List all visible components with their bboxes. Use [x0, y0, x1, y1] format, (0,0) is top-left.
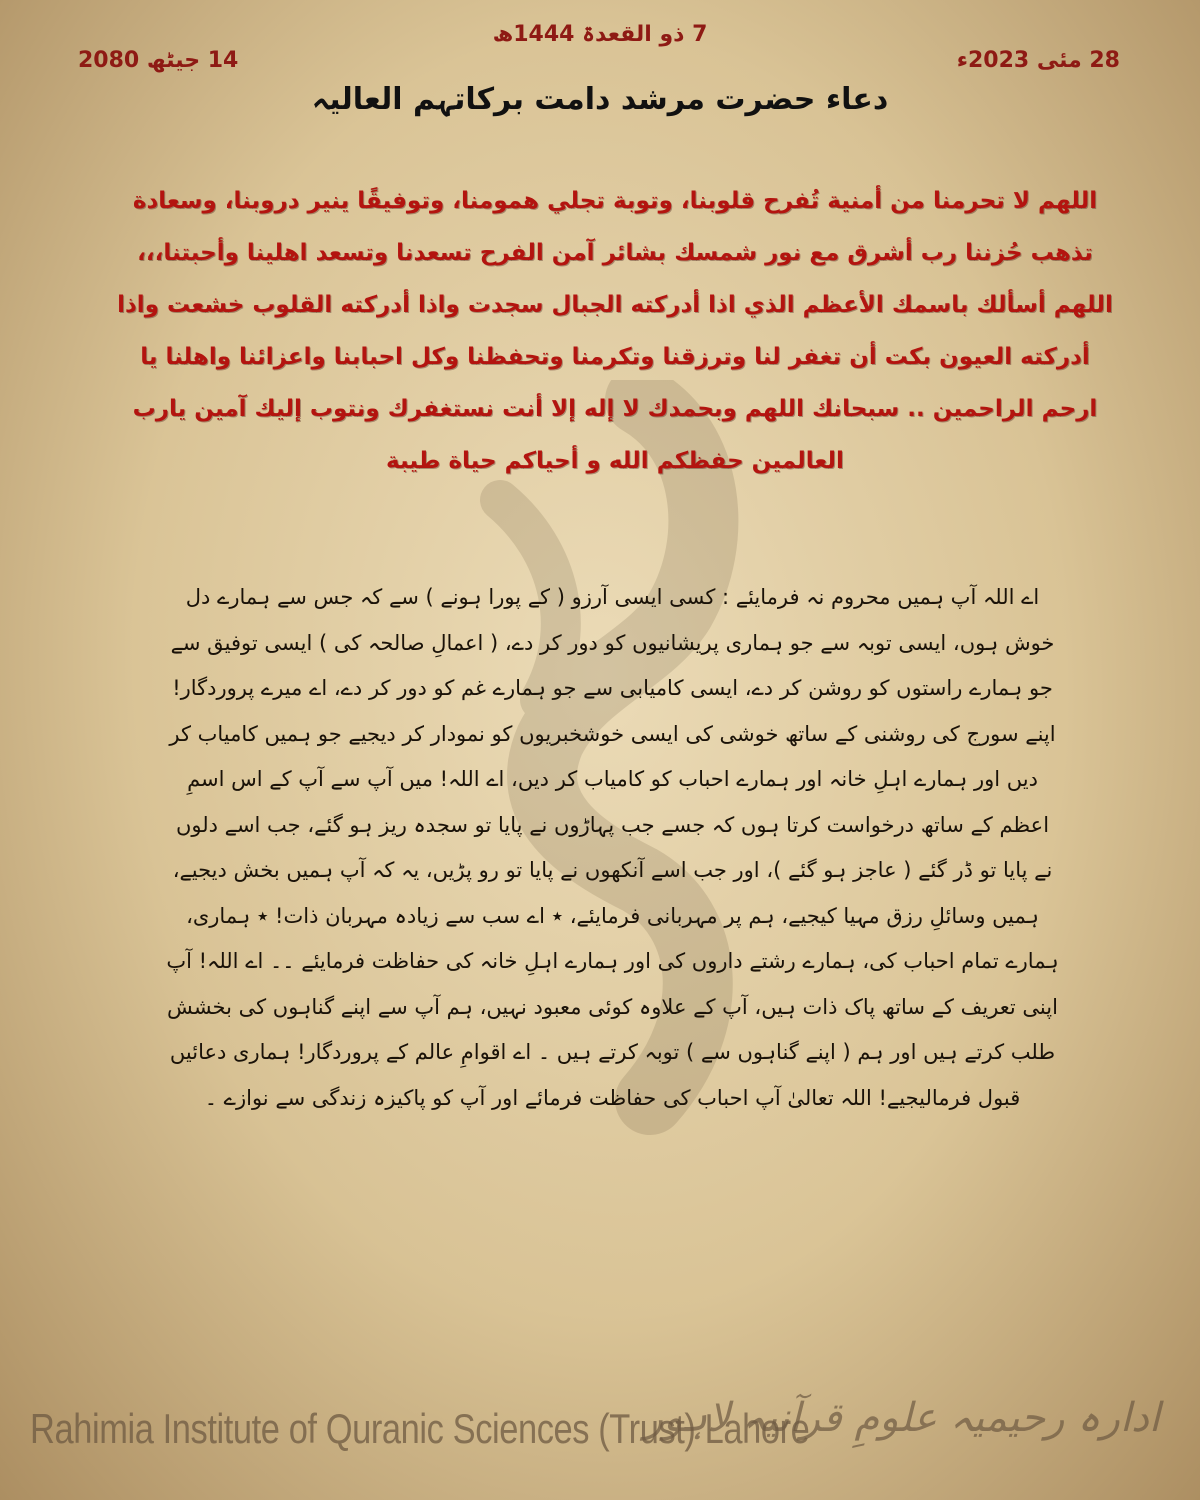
institute-name-english: Rahimia Institute of Quranic Sciences (Trust) Lahore: [30, 1405, 810, 1452]
page-title: دعاء حضرت مرشد دامت برکاتہم العالیہ: [311, 82, 889, 117]
institute-calligraphy-logo: ادارہ رحیمیہ علومِ قرآنیہ لاہور: [643, 1395, 1160, 1441]
gregorian-date: 28 مئی 2023ء: [956, 48, 1120, 73]
hijri-date: 7 ذو القعدۃ 1444ھ: [492, 22, 708, 47]
urdu-translation-text: اے اللہ آپ ہمیں محروم نہ فرمایئے : کسی ایسی آرزو ( کے پورا ہونے ) سے کہ جس سے ہمارے دل خوش ہوں، ایسی توبہ سے جو ہماری پریشانیوں کو دور کر دے، ( اعمالِ صالحہ کی ) ایسی توفیق سے جو ہمارے راستوں کو روشن کر دے، ایسی کامیابی سے جو ہمارے غم کو دور کر دے، اے میرے پروردگار! اپنے سورج کی روشنی کے ساتھ خوشی کی ایسی خوشخبریوں کو نمودار کر دیجیے جو ہمیں کامیاب کر دیں اور ہمارے اہلِ خانہ اور ہمارے احباب کو کامیاب کر دیں، اے اللہ! میں آپ سے آپ کے اس اسمِ اعظم کے ساتھ درخواست کرتا ہوں کہ جسے جب پہاڑوں نے پایا تو سجدہ ریز ہو گئے، جب اسے دلوں نے پایا تو ڈر گئے ( عاجز ہو گئے )، اور جب اسے آنکھوں نے پایا تو رو پڑیں، یہ کہ آپ ہمیں بخش دیجیے، ہمیں وسائلِ رزق مہیا کیجیے، ہم پر مہربانی فرمایئے، ٭ اے سب سے زیادہ مہربان ذات! ٭ ہماری، ہمارے تمام احباب کی، ہمارے رشتے داروں کی اور ہمارے اہلِ خانہ کی حفاظت فرمایئے ۔۔ اے اللہ! آپ اپنی تعریف کے ساتھ پاک ذات ہیں، آپ کے علاوہ کوئی معبود نہیں، ہم آپ سے اپنے گناہوں کی بخشش طلب کرتے ہیں اور ہم ( اپنے گناہوں سے ) توبہ کرتے ہیں ۔ اے اقوامِ عالم کے پروردگار! ہماری دعائیں قبول فرمالیجیے! اللہ تعالیٰ آپ احباب کی حفاظت فرمائے اور آپ کو پاکیزہ زندگی سے نوازے ۔: [166, 585, 1059, 1110]
arabic-dua-text: اللهم لا تحرمنا من أمنية تُفرح قلوبنا، وتوبة تجلي همومنا، وتوفيقًا ينير دروبنا، وسعادة تذهب حُزننا رب أشرق مع نور شمسك بشائر آمن الفرح تسعدنا وتسعد اهلينا وأحبتنا،،، اللهم أسألك باسمك الأعظم الذي اذا أدركته الجبال سجدت واذا أدركته القلوب خشعت واذا أدركته العيون بكت أن تغفر لنا وترزقنا وتكرمنا وتحفظنا وكل احبابنا واعزائنا واهلنا يا ارحم الراحمين .. سبحانك اللهم وبحمدك لا إله إلا أنت نستغفرك ونتوب إليك آمين يارب العالمين حفظكم الله و أحياكم حياة طيبة: [117, 188, 1113, 474]
bikrami-date: 14 جیٹھ 2080: [78, 48, 239, 73]
